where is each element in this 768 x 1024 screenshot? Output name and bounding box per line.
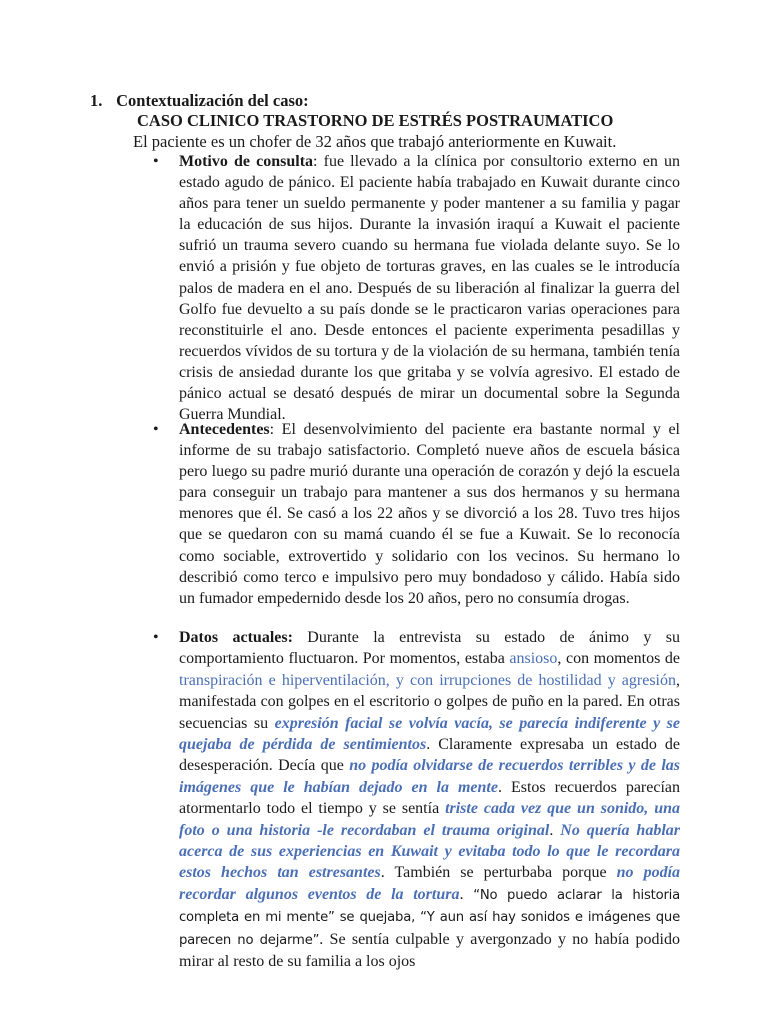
highlight-transpiracion: transpiración e hiperventilación, y con irrupciones de hostilidad y agresión bbox=[179, 671, 676, 689]
quote-historia: “No puedo aclarar la historia completa en mi mente” bbox=[179, 887, 681, 926]
text-segment: . También se perturbaba porque bbox=[380, 864, 617, 882]
bullet-dot: • bbox=[153, 629, 159, 646]
highlight-no-podia-recordar: no podía recordar algunos eventos de la tortura bbox=[179, 864, 681, 903]
section-heading bbox=[90, 90, 309, 112]
bullet-label: Antecedentes bbox=[179, 421, 270, 438]
bullet-dot: • bbox=[153, 421, 159, 438]
text-segment: . Se sentía culpable y avergonzado y no había podido mirar al resto de su familia a los ojos bbox=[179, 930, 680, 971]
bullet-datos-actuales bbox=[155, 627, 680, 973]
text-segment: Durante la entrevista su estado de ánimo y su comportamiento fluctuaron. Por momentos, estaba bbox=[179, 629, 680, 668]
bullet-body bbox=[179, 419, 680, 609]
text-segment: , con momentos de bbox=[557, 650, 680, 668]
quote-sonidos: se quejaba, “Y aun así hay sonidos e imágenes que parecen no dejarme” bbox=[179, 910, 680, 948]
text-segment: . Estos recuerdos parecían atormentarlo todo el tiempo y se sentía bbox=[179, 778, 680, 818]
case-title: CASO CLINICO TRASTORNO DE ESTRÉS POSTRAUMATICO bbox=[137, 111, 614, 130]
text-segment: , manifestada con golpes en el escritorio o golpes de puño en la pared. En otras secuencias su bbox=[179, 671, 680, 732]
highlight-no-queria: No quería hablar acerca de sus experiencias en Kuwait y evitaba todo lo que le recordara estos hechos tan estresantes bbox=[179, 821, 680, 882]
highlight-triste: triste cada vez que un sonido, una foto o una historia -le recordaban el trauma original bbox=[179, 800, 680, 839]
text-segment: . bbox=[549, 821, 561, 839]
text-segment: . bbox=[459, 885, 474, 903]
bullet-label: Motivo de consulta bbox=[179, 153, 314, 170]
bullet-motivo-consulta bbox=[155, 151, 680, 425]
highlight-ansioso: ansioso bbox=[509, 650, 558, 668]
highlight-recuerdos: no podía olvidarse de recuerdos terribles y de las imágenes que le habían dejado en la mente bbox=[179, 757, 681, 796]
section-number: 1. bbox=[90, 91, 103, 110]
highlight-expresion-facial: expresión facial se volvía vacía, se parecía indiferente y se quejaba de pérdida de sentimientos bbox=[179, 714, 680, 754]
bullet-label: Datos actuales: bbox=[179, 629, 293, 646]
bullet-antecedentes bbox=[155, 419, 680, 609]
intro-paragraph: El paciente es un chofer de 32 años que trabajó anteriormente en Kuwait. bbox=[133, 132, 617, 151]
bullet-text: : fue llevado a la clínica por consultorio externo en un estado agudo de pánico. El paciente había trabajado en Kuwait durante cinco años para tener un sueldo permanente y poder mantener a su familia y pagar la educación de sus hijos. Durante la invasión iraquí a Kuwait el paciente sufrió un trauma severo cuando su hermana fue violada delante suyo. Se lo envió a prisión y fue objeto de torturas graves, en las cuales se le introducía palos de madera en el ano. Después de su liberación al finalizar la guerra del Golfo fue devuelto a su país donde se le practicaron varias operaciones para reconstituirle el ano. Desde entonces el paciente experimenta pesadillas y recuerdos vívidos de su tortura y de la violación de su hermana, también tenía crisis de ansiedad durante los que gritaba y se volvía agresivo. El estado de pánico actual se desató después de mirar un documental sobre la Segunda Guerra Mundial. bbox=[179, 153, 681, 424]
section-heading-text: Contextualización del caso: bbox=[116, 91, 309, 110]
bullet-dot: • bbox=[153, 153, 159, 170]
bullet-body bbox=[179, 151, 680, 425]
text-segment: . Claramente expresaba un estado de desesperación. Decía que bbox=[179, 736, 680, 775]
bullet-text: : El desenvolvimiento del paciente era bastante normal y el informe de su trabajo satisfactorio. Completó nueve años de escuela básica pero luego su padre murió durante una operación de corazón y dejó la escuela para conseguir un trabajo para mantener a sus dos hermanos y su hermana menores que él. Se casó a los 22 años y se divorció a los 28. Tuvo tres hijos que se quedaron con su mamá cuando él se fue a Kuwait. Se lo reconocía como sociable, extrovertido y solidario con los vecinos. Su hermano lo describió como terco e impulsivo pero muy bondadoso y cálido. Había sido un fumador empedernido desde los 20 años, pero no consumía drogas. bbox=[179, 421, 680, 607]
bullet-body bbox=[179, 627, 680, 973]
